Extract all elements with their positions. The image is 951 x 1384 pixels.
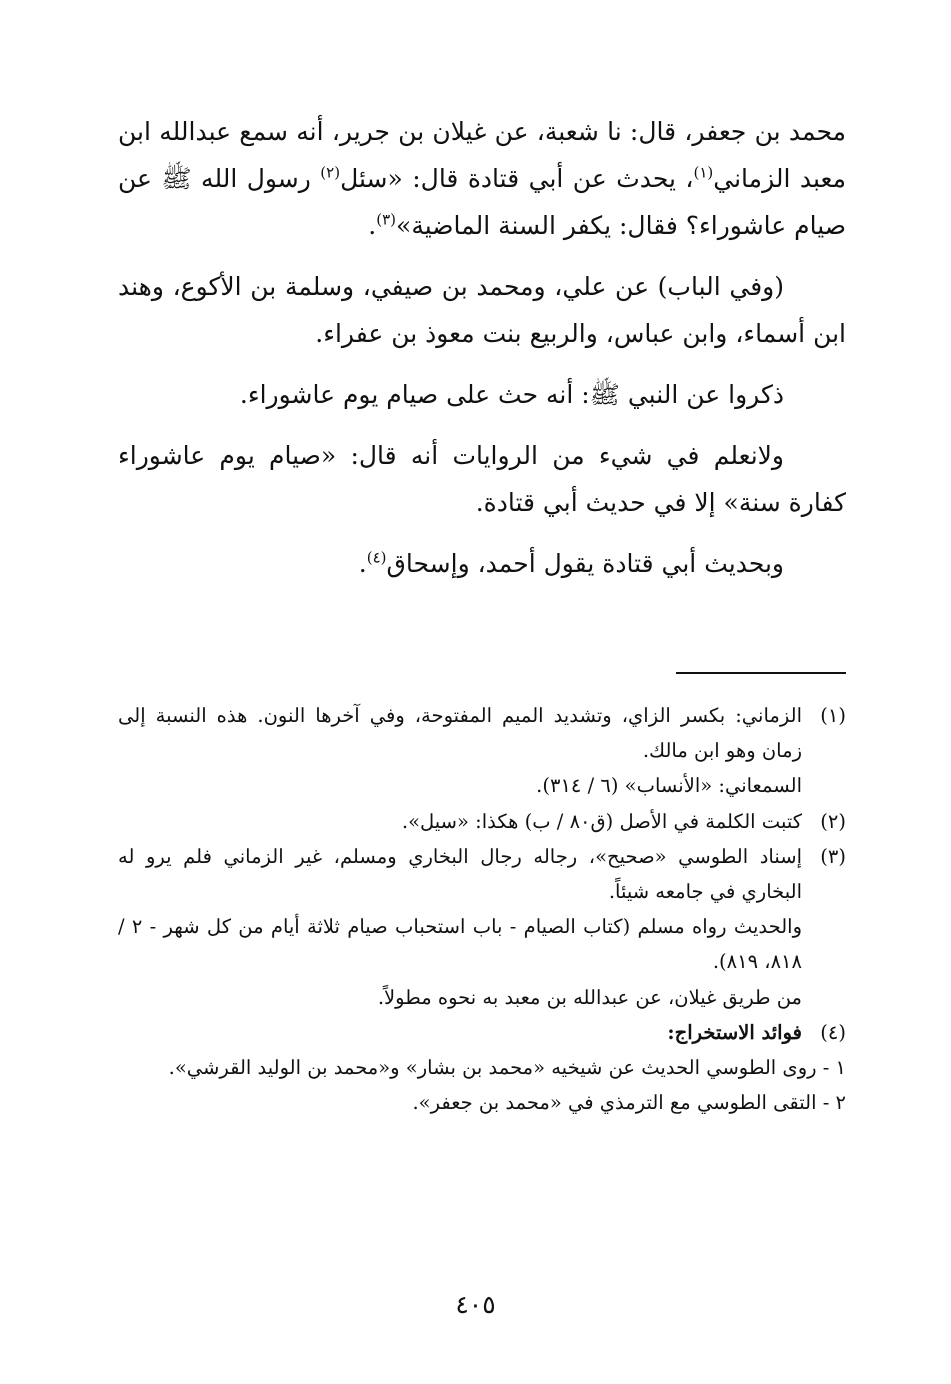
- footnote-separator: [676, 672, 846, 674]
- footnote-number: (٢): [820, 809, 846, 833]
- paragraph-1: محمد بن جعفر، قال: نا شعبة، عن غيلان بن جرير، أنه سمع عبدالله ابن معبد الزماني$^{(١)}$، يحدث عن أبي قتادة قال: «سئل$^{(٢)}$ رسول الله ﷺ عن صيام عاشوراء؟ فقال: يكفر السنة الماضية»$^{(٣)}$.: [118, 117, 846, 240]
- paragraph-4: ولانعلم في شيء من الروايات أنه قال: «صيام يوم عاشوراء كفارة سنة» إلا في حديث أبي قتادة.: [118, 441, 846, 517]
- footnote-4-item-1: ١ - روى الطوسي الحديث عن شيخيه «محمد بن بشار» و«محمد بن الوليد القرشي».: [168, 1056, 846, 1080]
- paragraph-3: ذكروا عن النبي ﷺ: أنه حث على صيام يوم عاشوراء.: [239, 380, 784, 409]
- page-number: ٤٠٥: [455, 1290, 496, 1319]
- footnote-text: الزماني: بكسر الزاي، وتشديد الميم المفتوحة، وفي آخرها النون. هذه النسبة إلى زمان وهو ابن مالك.: [118, 704, 802, 763]
- footnote-text: كتبت الكلمة في الأصل (ق٨٠ / ب) هكذا: «سيل».: [401, 809, 802, 833]
- footnotes: [118, 698, 846, 1120]
- main-text: [118, 108, 846, 601]
- footnote-4-item-2: ٢ - التقى الطوسي مع الترمذي في «محمد بن جعفر».: [412, 1091, 846, 1115]
- footnote-text: إسناد الطوسي «صحيح»، رجاله رجال البخاري ومسلم، غير الزماني فلم يرو له البخاري في جامعه شيئاً.: [118, 844, 802, 904]
- footnote-2: [118, 804, 846, 839]
- footnote-3-continuation: والحديث رواه مسلم (كتاب الصيام - باب استحباب صيام ثلاثة أيام من كل شهر - ٢ / ٨١٨، ٨١٩).: [118, 915, 802, 974]
- footnote-1: [118, 698, 846, 768]
- footnote-ref-4[interactable]: (٤): [366, 548, 387, 567]
- footnote-ref-1[interactable]: (١): [693, 163, 714, 182]
- footnote-number: (١): [820, 704, 846, 727]
- paragraph-5: وبحديث أبي قتادة يقول أحمد، وإسحاق$^{(٤)}$.: [358, 548, 784, 578]
- footnote-1-continuation: السمعاني: «الأنساب» (٦ / ٣١٤).: [536, 774, 802, 798]
- footnote-number: (٣): [820, 844, 846, 868]
- footnote-3: [118, 839, 846, 909]
- footnote-ref-2[interactable]: (٢): [320, 163, 341, 182]
- footnote-3-continuation: من طريق غيلان، عن عبدالله بن معبد به نحوه مطولاً.: [377, 985, 802, 1009]
- footnote-heading: فوائد الاستخراج:: [667, 1020, 802, 1044]
- footnote-ref-3[interactable]: (٣): [376, 210, 397, 229]
- footnote-number: (٤): [820, 1020, 846, 1044]
- paragraph-2: (وفي الباب) عن علي، ومحمد بن صيفي، وسلمة بن الأكوع، وهند ابن أسماء، وابن عباس، والربيع بنت معوذ بن عفراء.: [118, 272, 846, 348]
- footnote-4: [118, 1015, 846, 1050]
